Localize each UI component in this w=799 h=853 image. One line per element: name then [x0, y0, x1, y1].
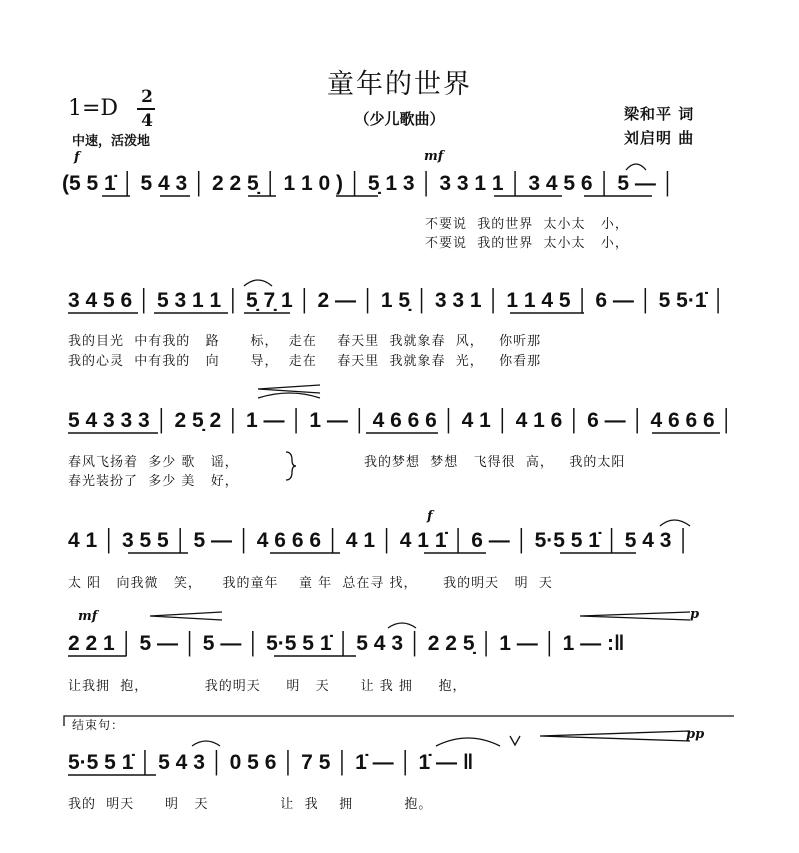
verse-brace [286, 452, 296, 480]
slur-ending-b [436, 738, 500, 746]
ending-frame [64, 716, 734, 726]
ending-label: 结束句： [72, 718, 125, 732]
dynamic-pianissimo: pp [686, 727, 705, 742]
slur-row2 [244, 280, 272, 286]
song-subtitle: （少儿歌曲） [354, 110, 445, 128]
notation-row-ending: 5·5 5 1̇ │ 5 4 3 │ 0 5 6 │ 7 5 │ 1̇ — │ 1̇ — ‖ [68, 751, 474, 774]
lyric-row-ending: 我的 明天 明 天 让 我 拥 抱。 [68, 797, 433, 812]
dynamic-mezzo-forte-2: mf [78, 609, 98, 624]
hairpin-row3 [258, 385, 320, 393]
dynamic-piano: p [690, 607, 700, 622]
lyric-row-2-verse-2: 我的心灵 中有我的 向 导， 走在 春天里 我就象春 光， 你看那 [68, 354, 542, 369]
lyric-row-3-verse-1: 春风飞扬着 多少 歌 谣， [68, 455, 239, 470]
slur-row4 [660, 520, 690, 526]
lyric-row-3-verse-2: 春光装扮了 多少 美 好， [68, 474, 239, 489]
lyric-row-1-verse-1: 不要说 我的世界 太小太 小， [425, 217, 629, 232]
lyric-row-1-verse-2: 不要说 我的世界 太小太 小， [425, 236, 629, 251]
composer-credit: 刘启明 曲 [624, 129, 695, 147]
lyric-row-3-chorus: 我的梦想 梦想 飞得很 高， 我的太阳 [364, 455, 626, 470]
tempo-marking: 中速，活泼地 [72, 134, 151, 149]
tie-row3 [258, 393, 320, 398]
lyricist-credit: 梁和平 词 [624, 105, 695, 123]
song-title: 童年的世界 [327, 69, 472, 100]
slur-row5 [388, 623, 416, 628]
hairpin-row5-b [580, 612, 690, 620]
dynamic-forte: f [74, 150, 80, 165]
notation-row-1: (5 5 1̇ │ 5 4 3 │ 2 2 5̣ │ 1 1 0 ) │ 5̣ 1 3 │ 3 3 1 1 │ 3 4 5 6 │ 5 — │ [62, 172, 675, 195]
lyric-row-4: 太 阳 向我微 笑， 我的童年 童 年 总在寻 找， 我的明天 明 天 [68, 576, 553, 591]
notation-row-3: 5 4 3 3 3 │ 2 5̣ 2 │ 1 — │ 1 — │ 4 6 6 6 │ 4 1 │ 4 1 6 │ 6 — │ 4 6 6 6 │ [68, 409, 734, 432]
meter-top: 2 [141, 87, 153, 107]
slur-ending-a [192, 741, 220, 746]
notation-row-2: 3 4 5 6 │ 5 3 1 1 │ 5̣ 7̣ 1 │ 2 — │ 1 5̣ │ 3 3 1 │ 1 1 4 5 │ 6 — │ 5 5·1̇ │ [68, 289, 726, 312]
hairpin-row5-a [150, 612, 222, 620]
dynamic-forte-2: f [427, 509, 433, 524]
breath-mark [510, 736, 520, 745]
key-signature: 1=D [68, 96, 119, 121]
lyric-row-5: 让我拥 抱， 我的明天 明 天 让 我 拥 抱， [68, 679, 467, 694]
notation-row-4: 4 1 │ 3 5 5 │ 5 — │ 4 6 6 6 │ 4 1 │ 4 1 1̇ │ 6 — │ 5·5 5 1̇ │ 5 4 3 │ [68, 529, 691, 552]
meter-bottom: 4 [141, 111, 153, 131]
notation-row-5: 2 2 1 │ 5 — │ 5 — │ 5·5 5 1̇ │ 5 4 3 │ 2 2 5̣ │ 1 — │ 1 — :‖ [68, 632, 625, 655]
lyric-row-2-verse-1: 我的目光 中有我的 路 标， 走在 春天里 我就象春 风， 你听那 [68, 334, 542, 349]
slur-row1 [626, 164, 646, 170]
dynamic-mezzo-forte: mf [424, 149, 444, 164]
hairpin-ending [540, 731, 690, 741]
